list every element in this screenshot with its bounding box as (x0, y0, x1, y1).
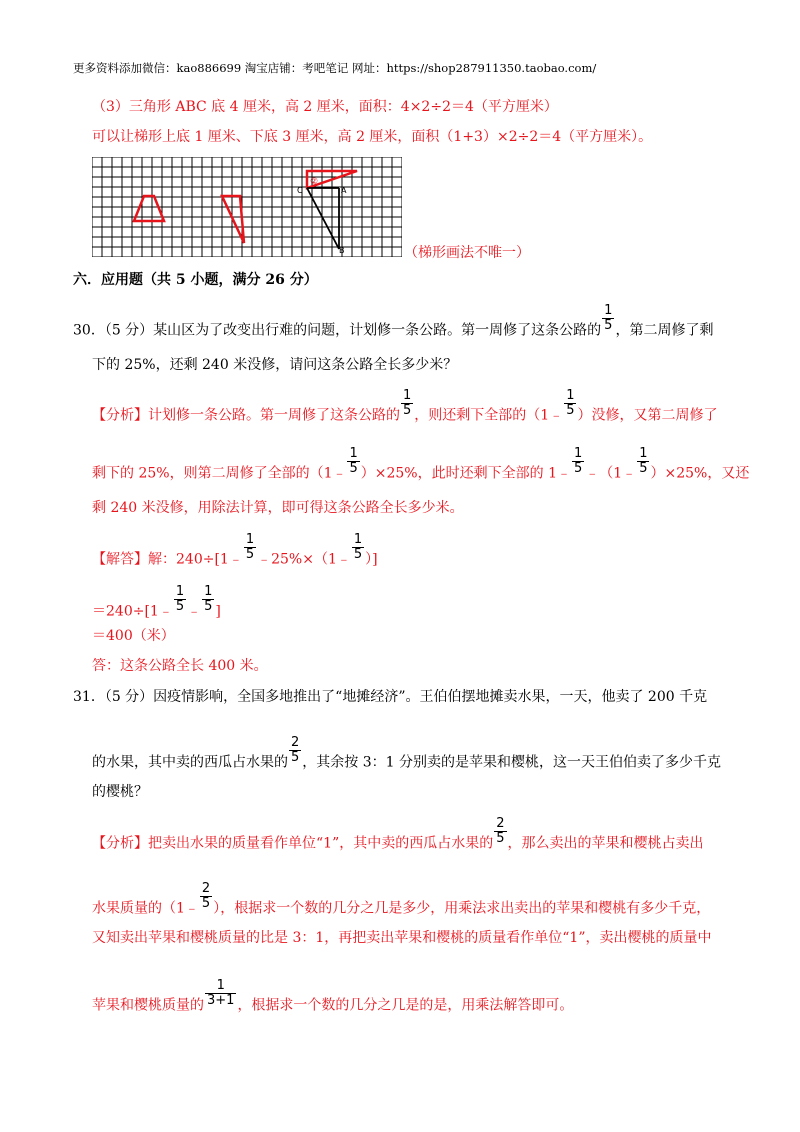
q31-question-line-3: 的樱桃？ (92, 784, 148, 800)
q31-analysis-line-3: 又知卖出苹果和樱桃质量的比是 3：1，再把卖出苹果和樱桃的质量看作单位“1”，卖出樱桃的质量中 (92, 930, 712, 946)
fraction-1-5: $\frac{1}{5}$ (566, 388, 575, 418)
grid-figure (92, 157, 402, 257)
fraction-1-5: $\frac{1}{5}$ (403, 388, 412, 418)
label-mark: ② (310, 177, 319, 187)
fraction-2-5: $\frac{2}{5}$ (496, 816, 505, 846)
fraction-1-5: $\frac{1}{5}$ (639, 446, 648, 476)
q30-answer: 答：这条公路全长 400 米。 (92, 658, 268, 674)
q31-analysis-line-4: 苹果和樱桃质量的 $\frac{1}{3+1}$ ，根据求一个数的几分之几是的是，用乘法解答即可。 (92, 978, 574, 1014)
q31-question-line-2: 的水果，其中卖的西瓜占水果的 $\frac{2}{5}$ ，其余按 3：1 分别卖的是苹果和樱桃，这一天王伯伯卖了多少千克 (92, 735, 721, 771)
prev-answer-line-1: （3）三角形 ABC 底 4 厘米，高 2 厘米，面积：4×2÷2＝4（平方厘米） (92, 99, 558, 115)
label-c: C (297, 186, 303, 195)
q30-solution-line-1: 【解答】解：240÷[1﹣ $\frac{1}{5}$ ﹣25%×（1﹣ $\frac{1}{5}$ ）] (92, 532, 378, 568)
fraction-1-5: $\frac{1}{5}$ (573, 446, 583, 476)
triangle-shape-1 (222, 196, 244, 243)
fraction-2-5: $\frac{2}{5}$ (201, 881, 211, 911)
q30-solution-line-2: ＝240÷[1﹣ $\frac{1}{5}$ ﹣ $\frac{1}{5}$ ] (92, 584, 221, 620)
q30-analysis-line-3: 剩 240 米没修，用除法计算，即可得这条公路全长多少米。 (92, 500, 464, 516)
page-header: 更多资料添加微信：kao886699 淘宝店铺：考吧笔记 网址：https://shop287911350.taobao.com/ (73, 61, 597, 75)
fraction-1-5: $\frac{1}{5}$ (204, 584, 213, 614)
q30-question-line-1: 30．（5 分）某山区为了改变出行难的问题，计划修一条公路。第一周修了这条公路的 $\frac{1}{5}$ ，第二周修了剩 (73, 303, 714, 339)
q31-analysis-line-2: 水果质量的（1﹣ $\frac{2}{5}$ ），根据求一个数的几分之几是多少，用乘法求出卖出的苹果和樱桃有多少千克， (92, 881, 711, 917)
q30-question-line-2: 下的 25%，还剩 240 米没修，请问这条公路全长多少米？ (92, 357, 458, 373)
label-b: B (339, 246, 345, 255)
fraction-1-5: $\frac{1}{5}$ (175, 584, 185, 614)
fraction-1-5: $\frac{1}{5}$ (604, 303, 613, 333)
prev-answer-line-2: 可以让梯形上底 1 厘米、下底 3 厘米，高 2 厘米，面积（1+3）×2÷2＝4（平方厘米）。 (92, 129, 653, 145)
q31-question-line-1: 31．（5 分）因疫情影响，全国多地推出了“地摊经济”。王伯伯摆地摊卖水果，一天，他卖了 200 千克 (73, 689, 708, 705)
q31-analysis-line-1: 【分析】把卖出水果的质量看作单位“1”，其中卖的西瓜占水果的 $\frac{2}{5}$ ，那么卖出的苹果和樱桃占卖出 (92, 816, 704, 852)
fraction-1-5: $\frac{1}{5}$ (353, 532, 363, 562)
fraction-1-5: $\frac{1}{5}$ (245, 532, 255, 562)
fraction-1-over-3-plus-1: $\frac{1}{3+1}$ (207, 978, 235, 1008)
section-title: 六．应用题（共 5 小题，满分 26 分） (73, 272, 318, 288)
fraction-1-5: $\frac{1}{5}$ (349, 446, 358, 476)
q30-analysis-line-2: 剩下的 25%，则第二周修了全部的（1﹣ $\frac{1}{5}$ ）×25%，此时还剩下全部的 1﹣ $\frac{1}{5}$ ﹣（1﹣ $\frac{1}{5}$ ）×25%，又还 (92, 446, 750, 482)
q30-analysis-line-1: 【分析】计划修一条公路。第一周修了这条公路的 $\frac{1}{5}$ ，则还剩下全部的（1﹣ $\frac{1}{5}$ ）没修，又第二周修了 (92, 388, 718, 424)
label-a: A (341, 186, 347, 195)
grid-note: （梯形画法不唯一） (404, 245, 530, 261)
fraction-2-5: $\frac{2}{5}$ (291, 735, 300, 765)
q30-solution-line-3: ＝400（米） (92, 628, 175, 644)
